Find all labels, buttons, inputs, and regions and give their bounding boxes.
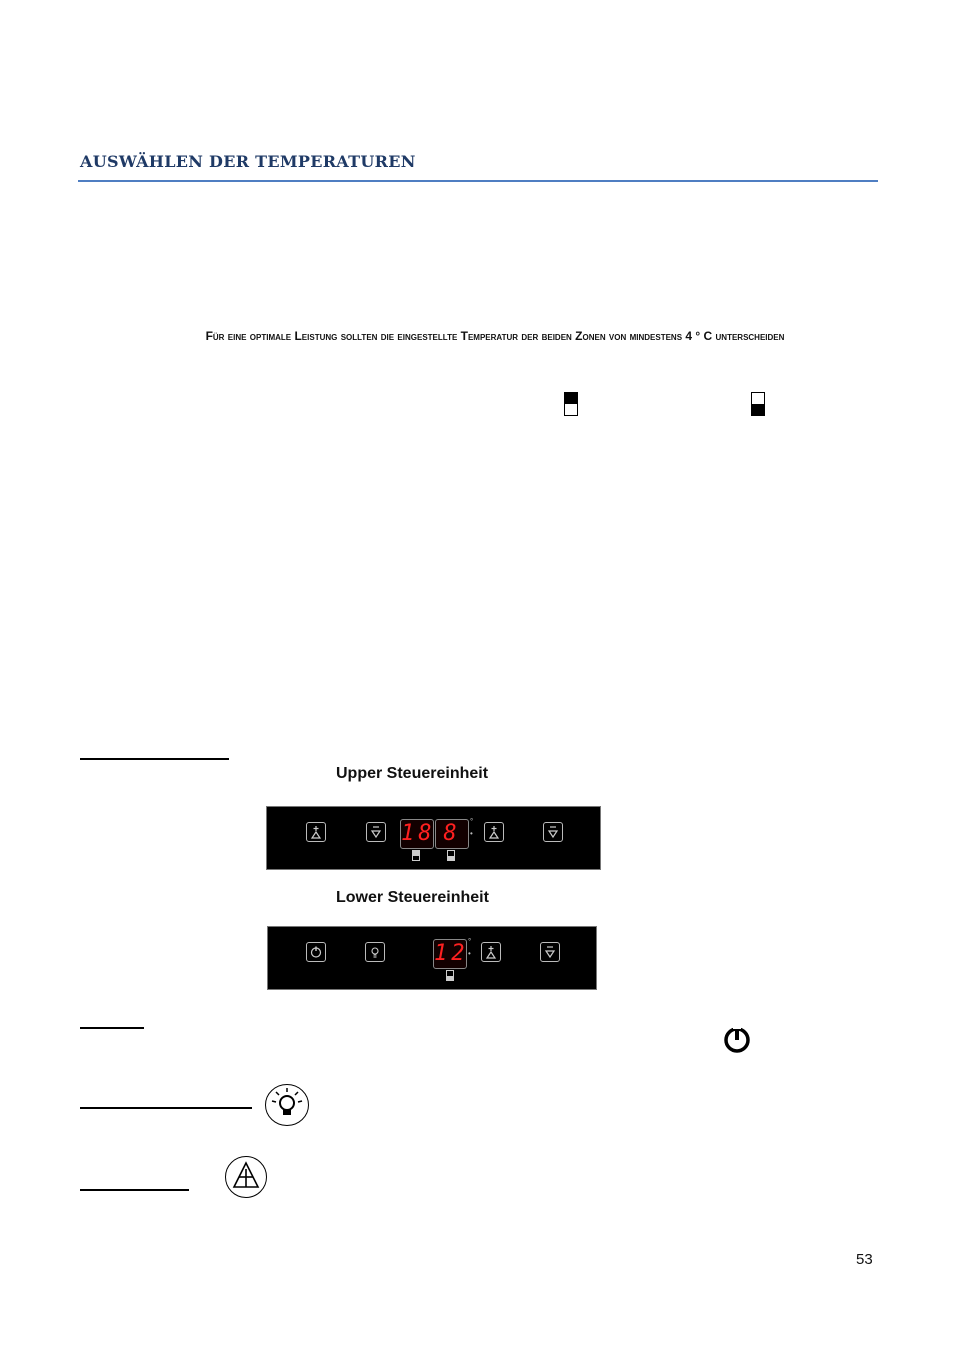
upper-zone-icon	[564, 392, 578, 416]
section-underline-light	[80, 1107, 252, 1109]
up-arrow-icon	[484, 945, 498, 959]
up-arrow-button[interactable]	[484, 822, 504, 842]
section-underline-1	[80, 758, 229, 760]
lower-zone-indicator-icon	[446, 970, 454, 981]
power-icon	[722, 1026, 752, 1054]
lower-panel-caption: Lower Steuereinheit	[336, 889, 489, 906]
degree-marker: •	[470, 829, 473, 838]
lower-control-panel	[267, 926, 597, 990]
lower-display: 12	[433, 939, 467, 969]
down-arrow-icon	[369, 825, 383, 839]
light-button[interactable]	[365, 942, 385, 962]
degree-marker: °	[468, 937, 472, 946]
lower-zone-icon	[751, 392, 765, 416]
down-arrow-icon	[546, 825, 560, 839]
heading-rule	[78, 180, 878, 182]
upper-display-left: 18	[400, 819, 434, 849]
upper-zone-indicator-icon	[412, 850, 420, 861]
up-arrow-icon	[487, 825, 501, 839]
page-number: 53	[856, 1251, 873, 1268]
section-underline-power	[80, 1027, 144, 1029]
up-arrow-icon	[224, 1155, 268, 1199]
down-arrow-icon	[543, 945, 557, 959]
upper-control-panel	[266, 806, 601, 870]
degree-marker: •	[468, 949, 471, 958]
upper-display-right: 8	[435, 819, 469, 849]
down-arrow-button[interactable]	[540, 942, 560, 962]
down-arrow-button[interactable]	[366, 822, 386, 842]
up-arrow-button[interactable]	[306, 822, 326, 842]
upper-panel-caption: Upper Steuereinheit	[336, 765, 489, 782]
temperature-note: Für eine optimale Leistung sollten die eingestellte Temperatur der beiden Zonen von mindestens 4 ° C unterscheiden	[205, 329, 785, 343]
light-bulb-icon	[264, 1083, 310, 1127]
degree-marker: °	[470, 817, 474, 826]
power-icon	[309, 945, 323, 959]
up-arrow-button[interactable]	[481, 942, 501, 962]
up-arrow-icon	[309, 825, 323, 839]
down-arrow-button[interactable]	[543, 822, 563, 842]
section-heading: AUSWÄHLEN DER TEMPERATUREN	[80, 152, 416, 171]
power-button[interactable]	[306, 942, 326, 962]
light-bulb-icon	[368, 945, 382, 959]
lower-zone-indicator-icon	[447, 850, 455, 861]
section-underline-up	[80, 1189, 189, 1191]
